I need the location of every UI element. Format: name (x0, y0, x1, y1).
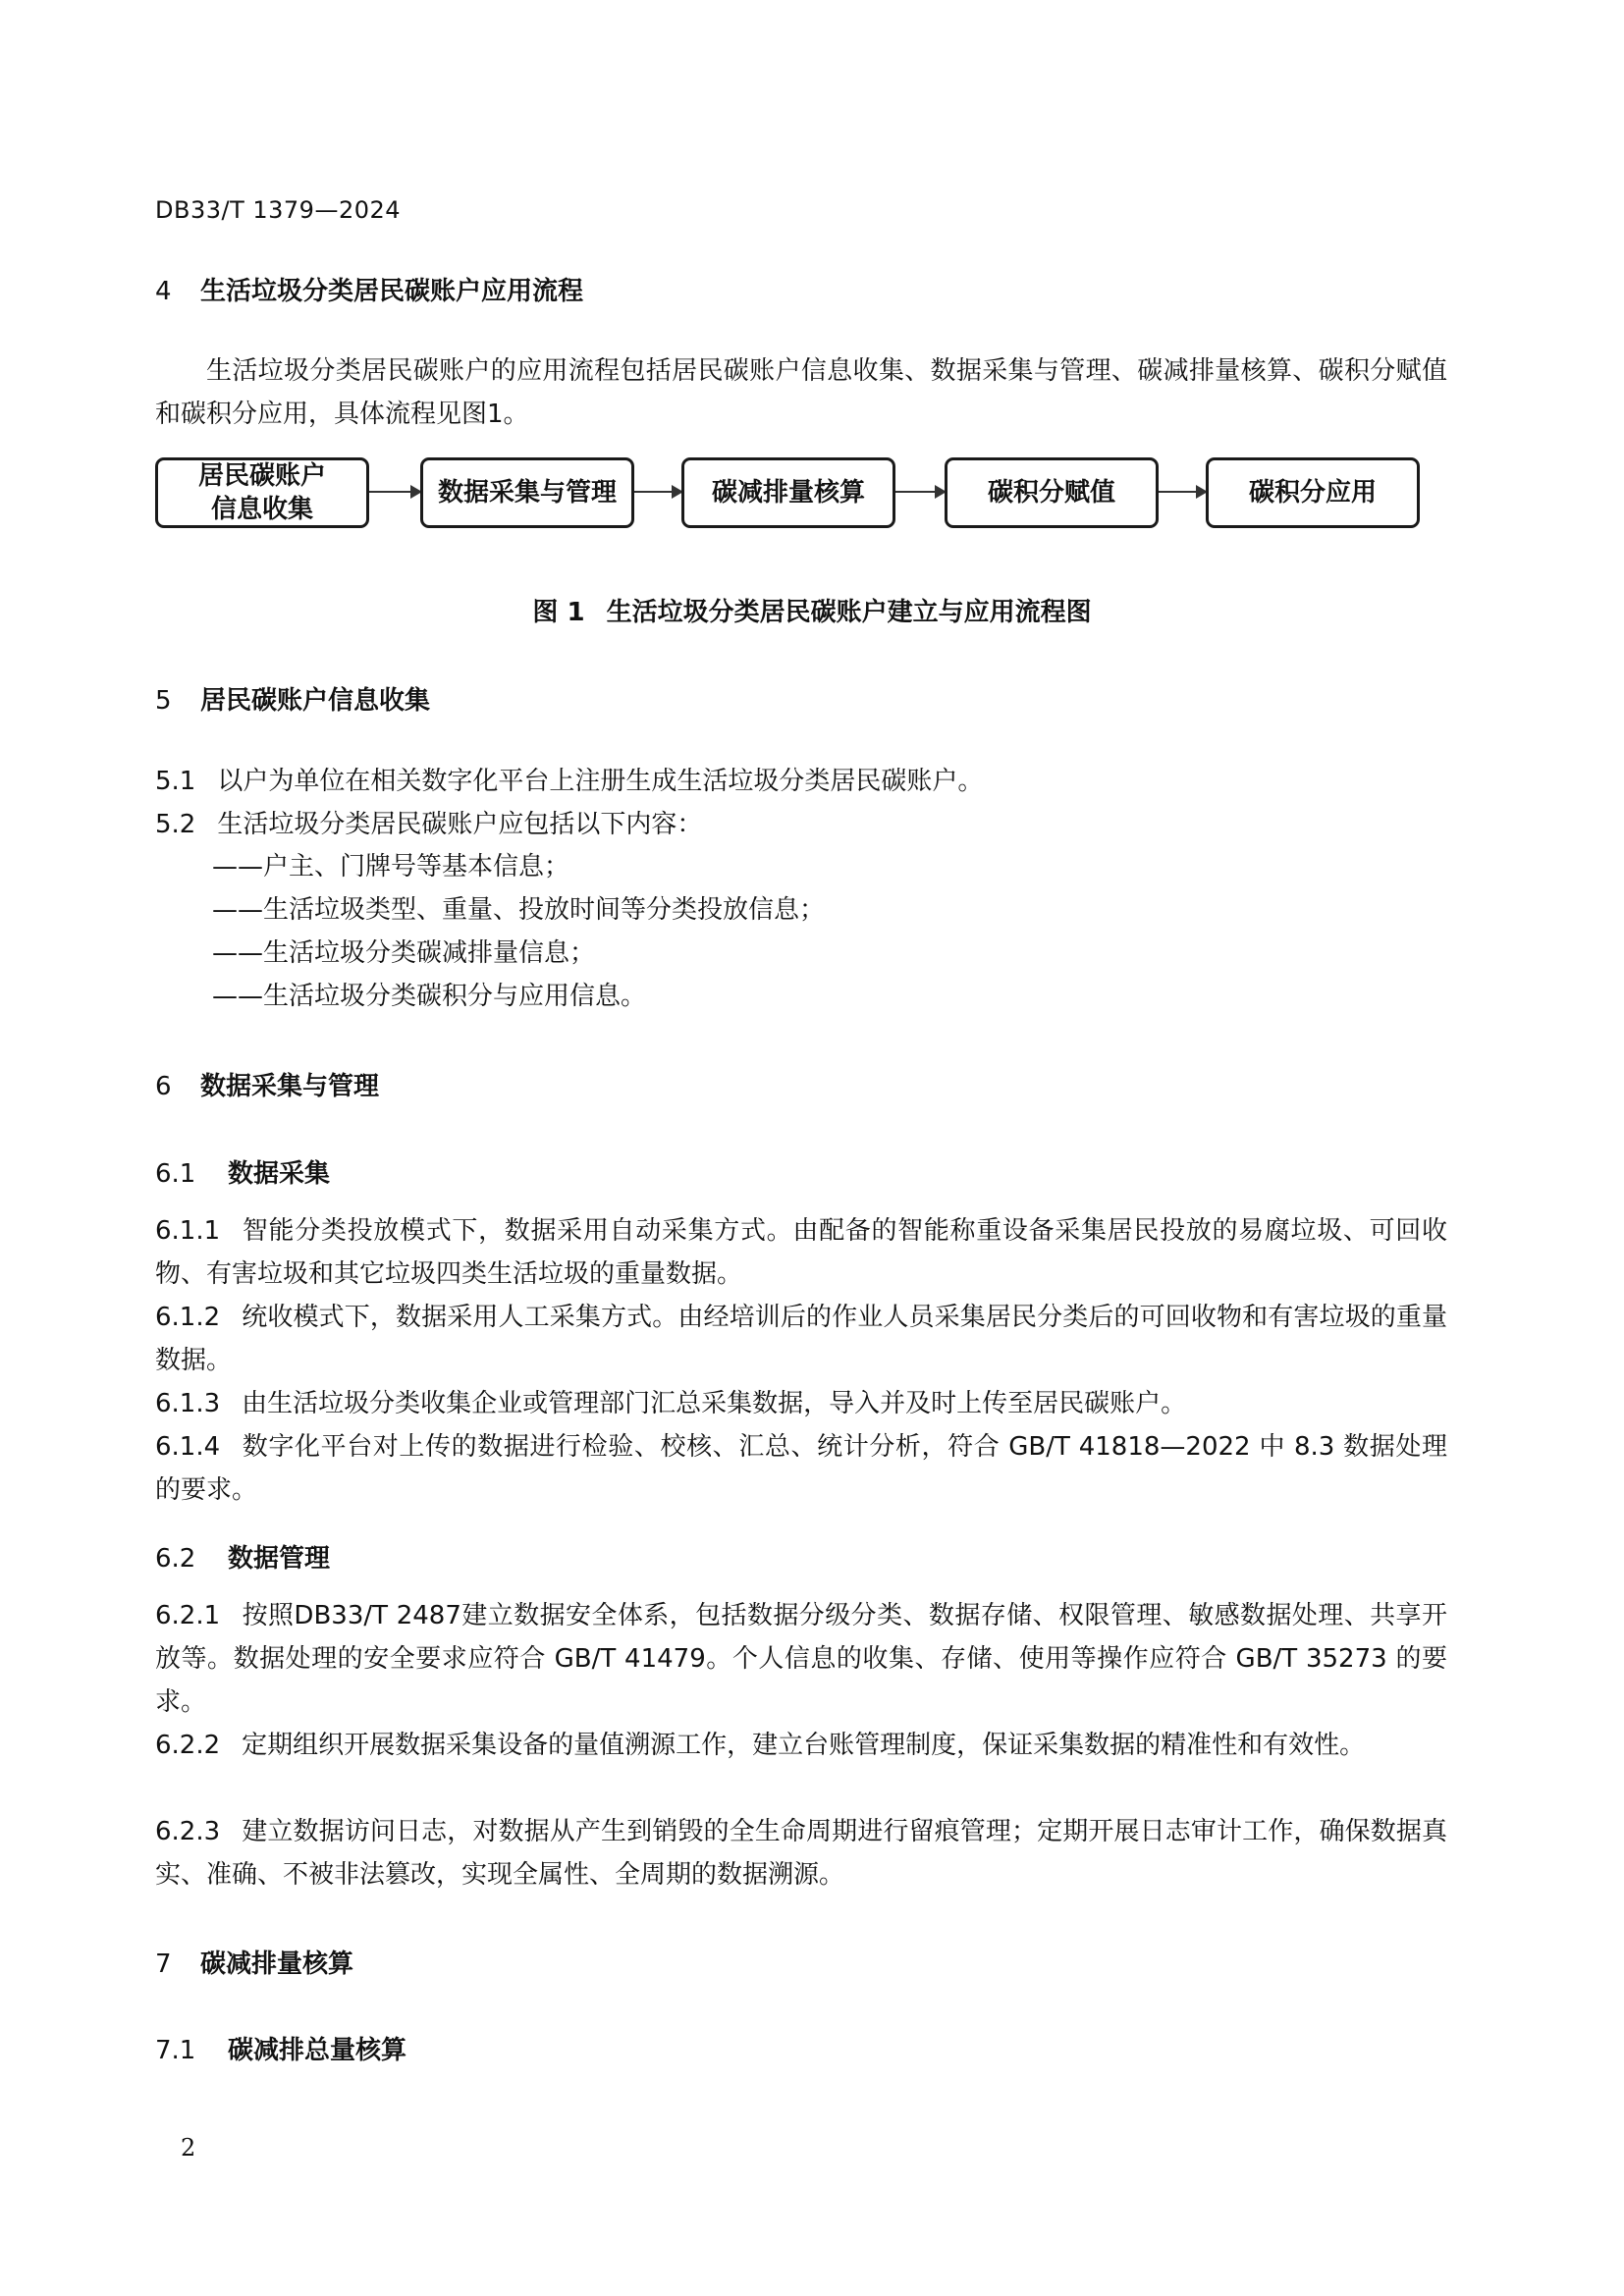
subsection-title: 数据管理 (228, 1544, 331, 1574)
flow-step-line: 居民碳账户 (197, 461, 326, 491)
section-title: 碳减排量核算 (200, 1949, 354, 1979)
subsection-title: 数据采集 (228, 1159, 331, 1189)
subsection-number: 7.1 (155, 2036, 196, 2065)
subsection-6-1-heading (155, 1153, 330, 1190)
page-number: 2 (181, 2134, 196, 2162)
subsection-7-1-heading (155, 2030, 406, 2066)
subsection-number: 6.1 (155, 1159, 196, 1189)
flow-arrow (895, 491, 945, 493)
clause-text: 智能分类投放模式下，数据采用自动采集方式。由配备的智能称重设备采集居民投放的易腐垃圾、可回收物、有害垃圾和其它垃圾四类生活垃圾的重量数据。 (155, 1216, 1447, 1289)
clause-number: 6.1.3 (155, 1389, 221, 1418)
flow-arrow (369, 491, 420, 493)
flow-arrow (634, 491, 681, 493)
flow-arrow (1159, 491, 1206, 493)
clause-number: 6.1.2 (155, 1303, 221, 1332)
clause-text: 由生活垃圾分类收集企业或管理部门汇总采集数据，导入并及时上传至居民碳账户。 (242, 1389, 1187, 1418)
clause-5-2 (155, 803, 1447, 846)
flow-step-account-info (155, 457, 369, 528)
clause-number: 6.1.4 (155, 1432, 221, 1462)
section-number: 6 (155, 1072, 172, 1101)
document-code: DB33/T 1379—2024 (155, 196, 402, 224)
clause-text: 统收模式下，数据采用人工采集方式。由经培训后的作业人员采集居民分类后的可回收物和有害垃圾的重量数据。 (155, 1303, 1447, 1375)
clause-number: 5.2 (155, 810, 196, 839)
clause-6-1-4 (155, 1425, 1447, 1512)
section-5-heading (155, 680, 430, 717)
section-title: 居民碳账户信息收集 (200, 686, 431, 716)
section-6-heading (155, 1066, 379, 1102)
section-4-paragraph: 生活垃圾分类居民碳账户的应用流程包括居民碳账户信息收集、数据采集与管理、碳减排量核算、碳积分赋值和碳积分应用，具体流程见图1。 (155, 356, 1447, 429)
clause-6-1-1 (155, 1209, 1447, 1296)
clause-6-2-2 (155, 1724, 1447, 1767)
section-7-heading (155, 1944, 353, 1980)
list-item: ——户主、门牌号等基本信息； (212, 852, 570, 881)
clause-number: 6.2.1 (155, 1601, 221, 1630)
clause-6-1-3 (155, 1382, 1447, 1425)
clause-text: 定期组织开展数据采集设备的量值溯源工作，建立台账管理制度，保证采集数据的精准性和有效性。 (242, 1731, 1366, 1760)
clause-number: 6.2.2 (155, 1731, 221, 1760)
clause-6-1-2 (155, 1296, 1447, 1382)
figure-title: 生活垃圾分类居民碳账户建立与应用流程图 (606, 598, 1092, 627)
clause-6-2-3 (155, 1810, 1447, 1896)
section-number: 5 (155, 686, 172, 716)
list-item: ——生活垃圾分类碳减排量信息； (212, 938, 596, 968)
clause-text: 按照DB33/T 2487建立数据安全体系，包括数据分级分类、数据存储、权限管理、敏感数据处理、共享开放等。数据处理的安全要求应符合 GB/T 41479。个人信息的收集、存储、使用等操作应符合 GB/T 35273 的要求。 (155, 1601, 1447, 1717)
section-number: 4 (155, 277, 172, 306)
clause-text: 数字化平台对上传的数据进行检验、校核、汇总、统计分析，符合 GB/T 41818—2022 中 8.3 数据处理的要求。 (155, 1432, 1447, 1505)
flow-step-line: 信息收集 (210, 495, 313, 524)
section-title: 生活垃圾分类居民碳账户应用流程 (200, 277, 584, 306)
clause-text: 生活垃圾分类居民碳账户应包括以下内容： (217, 810, 703, 839)
section-4-heading (155, 271, 583, 307)
flow-step-data-collection: 数据采集与管理 (420, 457, 634, 528)
list-item: ——生活垃圾分类碳积分与应用信息。 (212, 982, 647, 1011)
figure-caption (0, 592, 1624, 628)
clause-number: 5.1 (155, 767, 196, 796)
section-number: 7 (155, 1949, 172, 1979)
figure-number: 图 1 (532, 598, 585, 627)
clause-6-2-1 (155, 1594, 1447, 1724)
flow-step-points-assignment: 碳积分赋值 (945, 457, 1159, 528)
clause-number: 6.1.1 (155, 1216, 221, 1246)
section-title: 数据采集与管理 (200, 1072, 380, 1101)
list-item: ——生活垃圾类型、重量、投放时间等分类投放信息； (212, 895, 826, 925)
clause-5-1 (155, 760, 1447, 803)
flow-step-points-application: 碳积分应用 (1206, 457, 1420, 528)
clause-number: 6.2.3 (155, 1817, 221, 1846)
clause-text: 以户为单位在相关数字化平台上注册生成生活垃圾分类居民碳账户。 (217, 767, 984, 796)
flow-step-emission-accounting: 碳减排量核算 (681, 457, 895, 528)
subsection-number: 6.2 (155, 1544, 196, 1574)
subsection-title: 碳减排总量核算 (228, 2036, 407, 2065)
subsection-6-2-heading (155, 1538, 330, 1575)
clause-text: 建立数据访问日志，对数据从产生到销毁的全生命周期进行留痕管理；定期开展日志审计工作，确保数据真实、准确、不被非法篡改，实现全属性、全周期的数据溯源。 (155, 1817, 1447, 1890)
